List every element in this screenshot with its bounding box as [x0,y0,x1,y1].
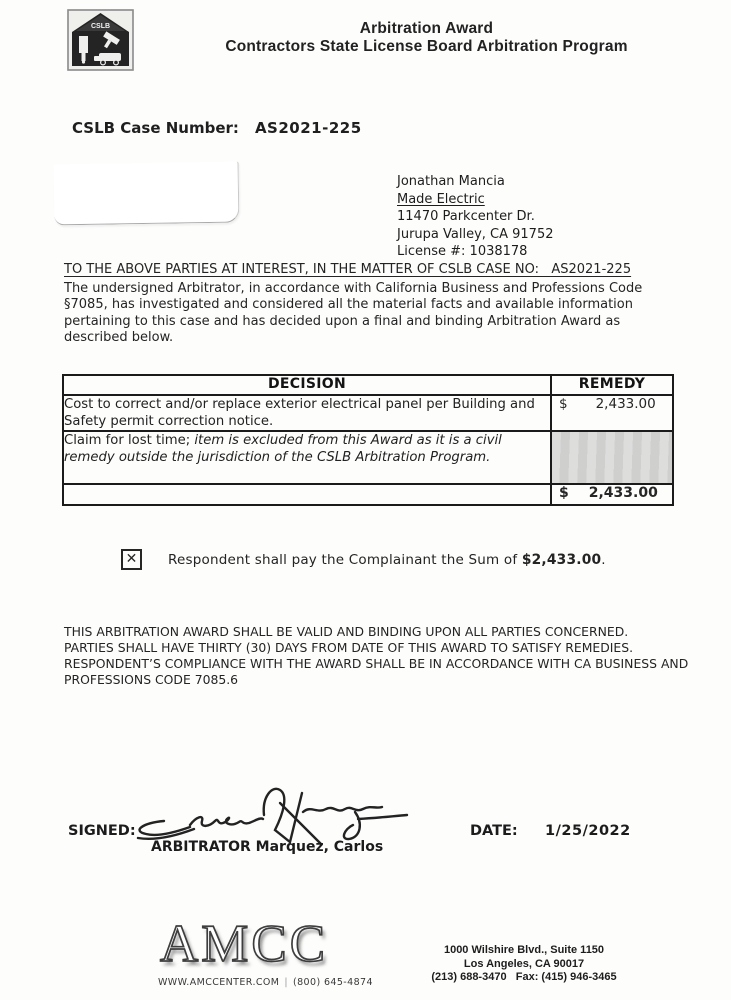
intro-line: The undersigned Arbitrator, in accordance with California Business and Professions Code [64,280,643,296]
intro-heading: TO THE ABOVE PARTIES AT INTEREST, IN THE MATTER OF CSLB CASE NO: AS2021-225 [64,262,632,277]
redaction-sticker [54,162,240,226]
remedy-row2-shaded-cell [551,431,673,484]
decision-table [62,374,674,506]
separator-bar: | [284,977,288,988]
recipient-company: Made Electric [397,191,485,207]
date-label: DATE: [470,823,518,839]
recipient-name: Jonathan Mancia [397,174,505,189]
decision-row1-text: Cost to correct and/or replace exterior electrical panel per Building and Safety permit correction notice. [63,395,551,431]
total-amount-cell [551,484,673,505]
recipient-address-block [397,173,554,261]
decision-row2-normal: Claim for lost time; [64,433,195,448]
intro-line: pertaining to this case and has decided upon a final and binding Arbitration Award as [64,313,621,329]
amcc-contact-line [158,977,373,988]
total-amount-value: 2,433.00 [588,485,658,501]
award-statement-text: Respondent shall pay the Complainant the Sum of [168,552,522,568]
award-statement [168,552,606,568]
legal-line: RESPONDENT’S COMPLIANCE WITH THE AWARD SHALL BE IN ACCORDANCE WITH CA BUSINESS AND [64,656,689,671]
total-row-empty-cell [63,484,551,505]
award-amount: $2,433.00 [521,552,602,568]
svg-text:CSLB: CSLB [90,23,111,30]
arbitrator-name-line: ARBITRATOR Marquez, Carlos [151,839,384,855]
award-statement-period: . [601,552,606,568]
shaded-region [552,432,672,483]
decision-row2-text [63,431,551,484]
checked-checkbox-icon [121,549,142,570]
legal-line: PARTIES SHALL HAVE THIRTY (30) DAYS FROM DATE OF THIS AWARD TO SATISFY REMEDIES. [64,640,634,655]
amount-value: 2,433.00 [595,396,656,412]
case-number-value: AS2021-225 [254,119,362,137]
recipient-license: License #: 1038178 [397,244,528,259]
document-title [134,20,719,55]
checkbox-x-mark: ✕ [125,551,138,567]
amcc-street: 1000 Wilshire Blvd., Suite 1150 [443,944,605,956]
decision-row2-italic: item is excluded from this Award as it is a civil remedy outside the jurisdiction of the CSLB Arbitration Program. [64,433,502,465]
remedy-row1-amount [551,395,673,431]
signed-label: SIGNED: [68,823,136,839]
legal-line: PROFESSIONS CODE 7085.6 [64,672,239,687]
intro-line: described below. [64,330,174,345]
legal-line: THIS ARBITRATION AWARD SHALL BE VALID AND BINDING UPON ALL PARTIES CONCERNED. [64,624,629,639]
amcc-website: WWW.AMCCENTER.COM [158,977,280,988]
amcc-logo: AMCC [160,915,329,973]
table-row [63,431,673,484]
table-total-row [63,484,673,505]
title-line2: Contractors State License Board Arbitration Program [225,37,628,55]
decision-column-header: DECISION [63,375,551,395]
amcc-phones: (213) 688-3470 Fax: (415) 946-3465 [431,971,617,983]
date-value: 1/25/2022 [545,823,631,839]
amcc-phone: (800) 645-4874 [293,977,373,988]
recipient-street: 11470 Parkcenter Dr. [397,209,535,224]
recipient-city: Jurupa Valley, CA 91752 [397,226,554,242]
amcc-address-block [424,944,624,985]
currency-symbol: $ [559,485,569,501]
remedy-column-header: REMEDY [551,375,673,395]
case-number-label: CSLB Case Number: [72,119,239,137]
case-number-line [72,119,362,137]
amcc-city: Los Angeles, CA 90017 [463,957,585,970]
intro-paragraph [64,262,689,347]
cslb-logo-icon [67,9,134,71]
intro-line: §7085, has investigated and considered all the material facts and available information [64,297,633,312]
table-row [63,395,673,431]
currency-symbol: $ [559,396,568,412]
legal-paragraph [64,624,688,688]
table-header-row [63,375,673,395]
title-line1: Arbitration Award [359,20,494,37]
